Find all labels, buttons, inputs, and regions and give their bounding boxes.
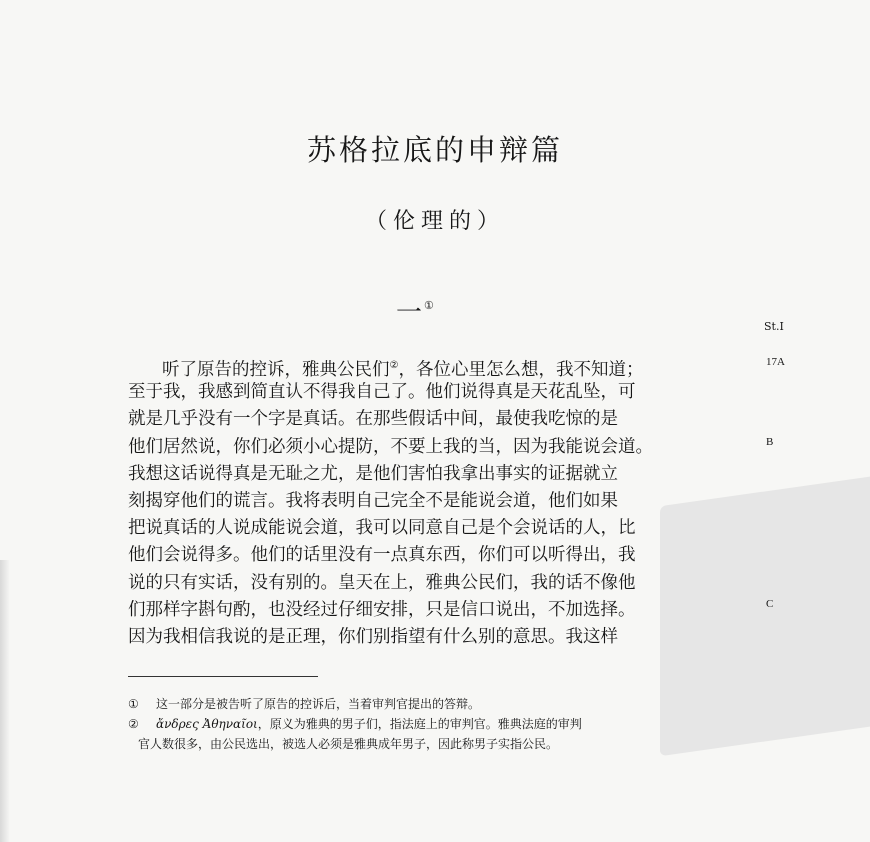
body-line: 听了原告的控诉，雅典公民们②，各位心里怎么想，我不知道；	[162, 360, 644, 380]
body-line: 因为我相信我说的是正理，你们别指望有什么别的意思。我这样	[128, 626, 618, 647]
footnote-divider	[128, 676, 318, 677]
footnote-1-text: 这一部分是被告听了原告的控诉后，当着审判官提出的答辩。	[156, 697, 481, 711]
body-line: 刻揭穿他们的谎言。我将表明自己完全不是能说会道，他们如果	[128, 490, 618, 511]
footnote-2-continued: 官人数很多，由公民选出，被选人必须是雅典成年男子，因此称男子实指公民。	[138, 737, 559, 751]
section-heading	[396, 292, 434, 329]
footnotes	[128, 694, 748, 754]
footnote-1	[128, 694, 748, 714]
body-line: 我想这话说得真是无耻之尤，是他们害怕我拿出事实的证据就立	[128, 463, 618, 484]
section-number: 一	[396, 298, 423, 328]
page-subtitle: （伦理的）	[364, 209, 505, 234]
scan-edge-shadow	[0, 560, 10, 842]
body-paragraph	[128, 352, 748, 651]
footnote-1-mark: ①	[128, 697, 139, 711]
footnote-2	[128, 714, 748, 734]
body-line: 把说真话的人说成能说会道，我可以同意自己是个会说话的人，比	[128, 518, 636, 539]
footnote-2-greek: ἄνδρες Ἀθηναῖοι	[156, 717, 258, 731]
margin-ref-17a: 17A	[766, 356, 785, 368]
body-line: 们那样字斟句酌，也没经过仔细安排，只是信口说出，不加选择。	[128, 599, 636, 620]
body-line: 他们会说得多。他们的话里没有一点真东西，你们可以听得出，我	[128, 545, 636, 566]
footnote-2-mark: ②	[128, 717, 139, 731]
stephanus-reference: St.I	[764, 320, 784, 333]
page-title: 苏格拉底的申辩篇	[306, 133, 563, 167]
body-line: 他们居然说，你们必须小心提防，不要上我的当，因为我能说会道。	[128, 436, 653, 457]
footnote-2-text: ，原义为雅典的男子们，指法庭上的审判官。雅典法庭的审判	[257, 717, 582, 731]
margin-ref-b: B	[766, 436, 774, 448]
body-line: 就是几乎没有一个字是真话。在那些假话中间，最使我吃惊的是	[128, 409, 618, 430]
margin-ref-c: C	[766, 598, 774, 610]
section-footnote-marker: ①	[424, 299, 434, 312]
body-line: 至于我，我感到简直认不得我自己了。他们说得真是天花乱坠，可	[128, 382, 636, 403]
footnote-marker: ②	[389, 360, 399, 371]
body-line: 说的只有实话，没有别的。皇天在上，雅典公民们，我的话不像他	[128, 572, 636, 593]
